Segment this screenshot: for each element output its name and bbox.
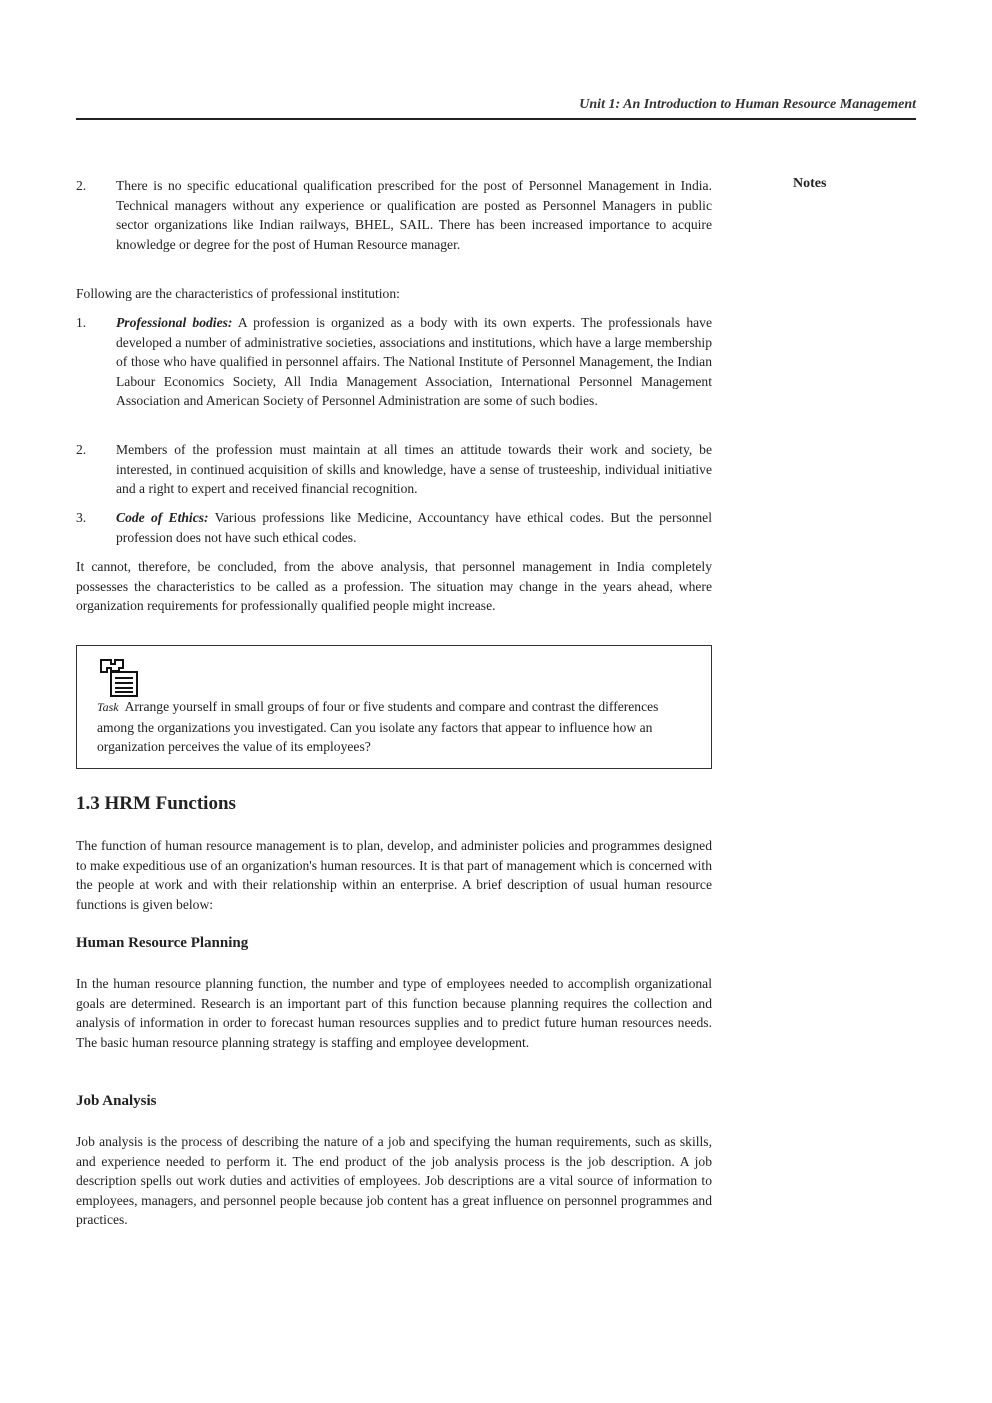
list-term: Professional bodies: <box>116 315 233 330</box>
task-box <box>76 645 712 769</box>
running-header: Unit 1: An Introduction to Human Resource Management <box>579 97 916 112</box>
notes-margin-label: Notes <box>793 176 827 191</box>
task-label: Task <box>97 700 119 714</box>
list-item <box>76 176 712 254</box>
subsection-heading: Human Resource Planning <box>76 935 249 951</box>
conclusion-paragraph: It cannot, therefore, be concluded, from the above analysis, that personnel management in India completely possesses the characteristics to be called as a profession. The situation may change in the years ahead, where organization requirements for professionally qualified people might increase. <box>76 559 712 614</box>
list-text: There is no specific educational qualification prescribed for the post of Personnel Management in India. Technical managers without any experience or qualification are posted as Personnel Managers in public sector organizations like Indian railways, BHEL, SAIL. There has been increased importance to acquire knowledge or degree for the post of Human Resource manager. <box>116 178 712 252</box>
section-intro: The function of human resource management is to plan, develop, and administer policies and programmes designed to make expeditious use of an organization's human resources. It is that part of management which is concerned with the people at work and with their relationship within an enterprise. A brief description of usual human resource functions is given below: <box>76 838 712 912</box>
subsection-paragraph: Job analysis is the process of describing the nature of a job and specifying the human requirements, such as skills, and experience needed to perform it. The end product of the job analysis process is the job description. A job description spells out work duties and activities of employees. Job descriptions are a vital source of information to employees, managers, and personnel people because job content has a great influence on personnel programmes and practices. <box>76 1134 712 1228</box>
list-text: Members of the profession must maintain at all times an attitude towards their work and society, be interested, in continued acquisition of skills and knowledge, have a sense of trusteeship, individual initiative and a right to expert and received financial recognition. <box>116 442 712 497</box>
list-item <box>76 313 712 411</box>
list-number: 1. <box>76 315 87 330</box>
header-rule <box>76 118 916 120</box>
list-text: A profession is organized as a body with its own experts. The professionals have developed a number of administrative societies, associations and institutions, which have a large membership of those who have qualified in personnel affairs. The National Institute of Personnel Management, the Indian Labour Economics Society, All India Management Association, International Personnel Management Association and American Society of Personnel Administration are some of such bodies. <box>116 315 712 409</box>
subsection-paragraph: In the human resource planning function, the number and type of employees needed to accomplish organizational goals are determined. Research is an important part of this function because planning requires the collection and analysis of information in order to forecast human resources supplies and to predict future human resources needs. The basic human resource planning strategy is staffing and employee development. <box>76 976 712 1050</box>
task-text: Arrange yourself in small groups of four or five students and compare and contrast the differences among the organizations you investigated. Can you isolate any factors that appear to influence how an organization perceives the value of its employees? <box>97 699 659 755</box>
list-number: 2. <box>76 178 87 193</box>
characteristics-intro: Following are the characteristics of professional institution: <box>76 286 400 301</box>
list-text: Various professions like Medicine, Accountancy have ethical codes. But the personnel profession does not have such ethical codes. <box>116 510 712 545</box>
task-puzzle-icon <box>99 658 141 698</box>
list-item <box>76 508 712 547</box>
list-number: 2. <box>76 442 87 457</box>
list-term: Code of Ethics: <box>116 510 209 525</box>
list-number: 3. <box>76 510 87 525</box>
list-item <box>76 440 712 499</box>
section-heading: 1.3 HRM Functions <box>76 793 236 814</box>
subsection-heading: Job Analysis <box>76 1093 157 1109</box>
